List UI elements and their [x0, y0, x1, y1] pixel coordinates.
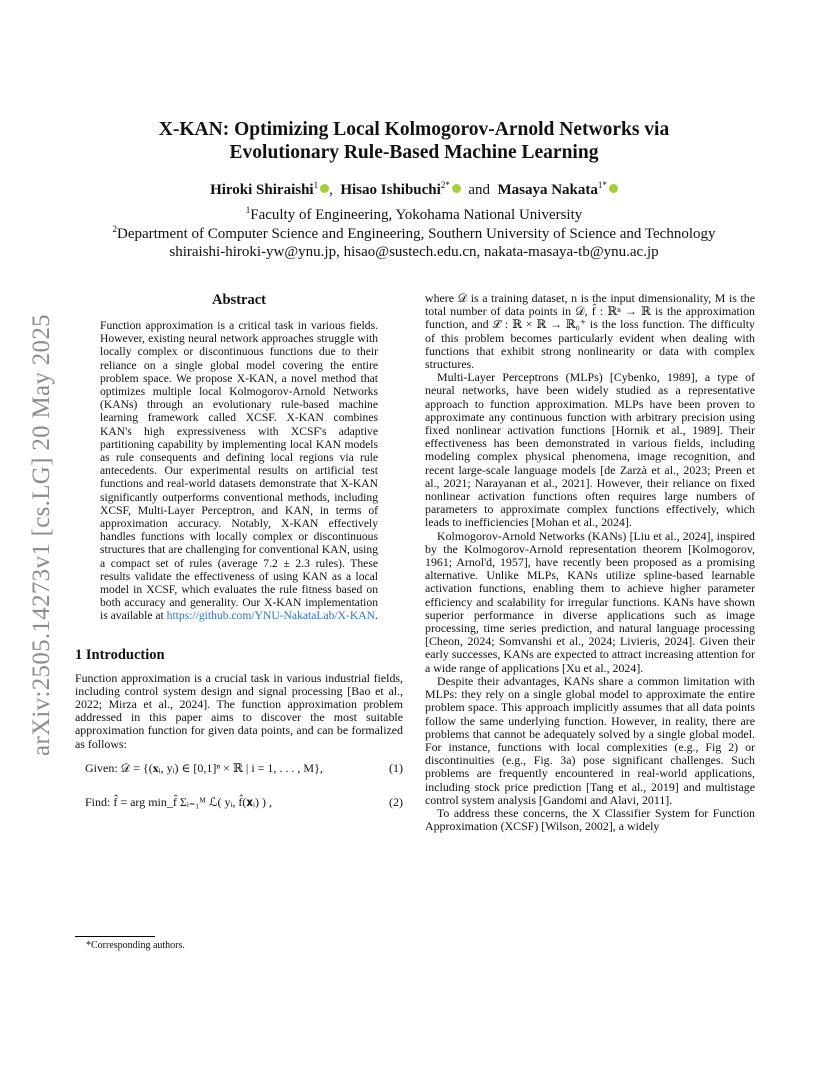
- body-paragraph: Multi-Layer Perceptrons (MLPs) [Cybenko, 1989], a type of neural networks, have been widely studied as a representative approach to function approximation. MLPs have been proven to approximate any continuous function with arbitrary precision using fixed nonlinear activation functions [Hornik et al., 1989]. Their effectiveness has been demonstrated in various fields, including modeling complex physical phenomena, image recognition, and recent large-scale language models [de Zarzà et al., 2023; Preen et al., 2021; Narayanan et al., 2021]. However, their reliance on fixed nonlinear activation functions often requires large numbers of parameters to approximate complex functions effectively, which leads to inefficiencies [Mohan et al., 2024].: [425, 370, 755, 530]
- left-column: [75, 292, 403, 813]
- equation-1-number: (1): [389, 760, 403, 775]
- affiliation-superscript: 2: [112, 224, 117, 234]
- author-superscript: 2*: [440, 180, 450, 190]
- affiliation-superscript: 1: [245, 205, 251, 215]
- orcid-icon[interactable]: [320, 184, 329, 193]
- author-name: Hisao Ishibuchi: [340, 182, 441, 198]
- author-list: [80, 180, 748, 199]
- affiliation: [60, 224, 768, 243]
- arxiv-identifier: [22, 300, 62, 770]
- abstract-text: Function approximation is a critical task in various fields. However, existing neural network approaches struggle with locally complex or discontinuous functions due to their reliance on a single global model covering the entire problem space. We propose X-KAN, a novel method that optimizes multiple local Kolmogorov-Arnold Networks (KANs) through an evolutionary rule-based machine learning framework called XCSF. X-KAN combines KAN's high expressiveness with XCSF's adaptive partitioning capability by implementing local KAN models as rule consequents and defining local regions via rule antecedents. Our experimental results on artificial test functions and real-world datasets demonstrate that X-KAN significantly outperforms conventional methods, including XCSF, Multi-Layer Perceptron, and KAN, in terms of approximation accuracy. Notably, X-KAN effectively handles functions with locally complex or discontinuous structures that are challenging for conventional KAN, using a compact set of rules (average 7.2 ± 2.3 rules). These results validate the effectiveness of using KAN as a local model in XCSF, which evaluates the rule fitness based on both accuracy and generality. Our X-KAN implementation is available at: [100, 319, 378, 623]
- orcid-icon[interactable]: [452, 184, 461, 193]
- author-separator: ,: [329, 182, 333, 198]
- equation-1-text: Given: 𝒟 = {(𝐱ᵢ, yᵢ) ∈ [0,1]ⁿ × ℝ | i = 1, . . . , M},: [85, 760, 323, 775]
- arxiv-identifier-text: arXiv:2505.14273v1 [cs.LG] 20 May 2025: [28, 314, 55, 756]
- affiliation-text: Department of Computer Science and Engineering, Southern University of Science and Technology: [116, 226, 716, 242]
- paper-title: [80, 118, 748, 164]
- affiliation: [60, 205, 768, 224]
- body-paragraph: To address these concerns, the X Classifier System for Function Approximation (XCSF) [Wilson, 2002], a widely: [425, 805, 755, 834]
- footnote: *Corresponding authors.: [86, 940, 185, 951]
- author-emails: shiraishi-hiroki-yw@ynu.jp, hisao@sustech.edu.cn, nakata-masaya-tb@ynu.ac.jp: [169, 244, 659, 260]
- equation-2-text: Find: f̂ = arg min_f̂ Σᵢ₌₁ᴹ ℒ( yᵢ, f̂(𝐱ᵢ) ) ,: [85, 794, 272, 809]
- intro-paragraph: Function approximation is a crucial task in various industrial fields, including control system design and signal processing [Bao et al., 2022; Mirza et al., 2024]. The function approximation problem addressed in this paper aims to discover the most suitable approximation function for given data points, and can be formalized as follows:: [75, 670, 403, 751]
- section-heading-introduction: 1 Introduction: [75, 646, 165, 663]
- footnote-rule: [75, 936, 155, 937]
- affiliation-text: Faculty of Engineering, Yokohama National University: [250, 207, 583, 223]
- equation-2-number: (2): [389, 794, 403, 809]
- github-link[interactable]: https://github.com/YNU-NakataLab/X-KAN: [166, 609, 375, 623]
- equation-1: [75, 757, 403, 779]
- author-superscript: 1*: [597, 180, 607, 190]
- body-paragraph: Despite their advantages, KANs share a common limitation with MLPs: they rely on a single global model to approximate the entire problem space. This approach implicitly assumes that all data points follow the same underlying function. However, in reality, there are problems that cannot be adequately solved by a single global model. For instance, functions with local complexities (e.g., Fig 2) or discontinuities (e.g., Fig. 3a) pose significant challenges. Such problems are frequently encountered in real-world applications, including stock price prediction [Tang et al., 2019] and multistage control system analysis [Gandomi and Alavi, 2011].: [425, 673, 755, 807]
- title-line-2: Evolutionary Rule-Based Machine Learning: [229, 142, 599, 163]
- author-name: Hiroki Shiraishi: [210, 182, 314, 198]
- author-superscript: 1: [313, 180, 319, 190]
- author-separator: and: [468, 182, 490, 198]
- author-name: Masaya Nakata: [497, 182, 598, 198]
- abstract-body: [100, 319, 378, 623]
- equation-2: [75, 791, 403, 813]
- abstract-heading: Abstract: [212, 292, 266, 308]
- body-paragraph: where 𝒟 is a training dataset, n is the input dimensionality, M is the total number of data points in 𝒟, f̂ : ℝⁿ → ℝ is the approximation function, and ℒ : ℝ × ℝ → ℝ₀⁺ is the loss function. The difficulty of this problem becomes particularly evident when dealing with functions that exhibit strong nonlinearity or data with complex structures.: [425, 291, 755, 372]
- right-column: [425, 292, 755, 833]
- body-paragraph: Kolmogorov-Arnold Networks (KANs) [Liu et al., 2024], inspired by the Kolmogorov-Arnold representation theorem [Kolmogorov, 1961; Arnol'd, 1957], have recently been proposed as a promising alternative. Unlike MLPs, KANs utilize spline-based learnable activation functions, enabling them to achieve higher parameter efficiency and scalability for irregular functions. KANs have shown superior performance in diverse applications such as image processing, time series prediction, and natural language processing [Cheon, 2024; Somvanshi et al., 2024; Livieris, 2024]. Given their early successes, KANs are expected to attract increasing attention for a wide range of applications [Xu et al., 2024].: [425, 528, 755, 675]
- title-line-1: X-KAN: Optimizing Local Kolmogorov-Arnold Networks via: [158, 119, 670, 140]
- abstract-end: .: [374, 609, 378, 623]
- orcid-icon[interactable]: [609, 184, 618, 193]
